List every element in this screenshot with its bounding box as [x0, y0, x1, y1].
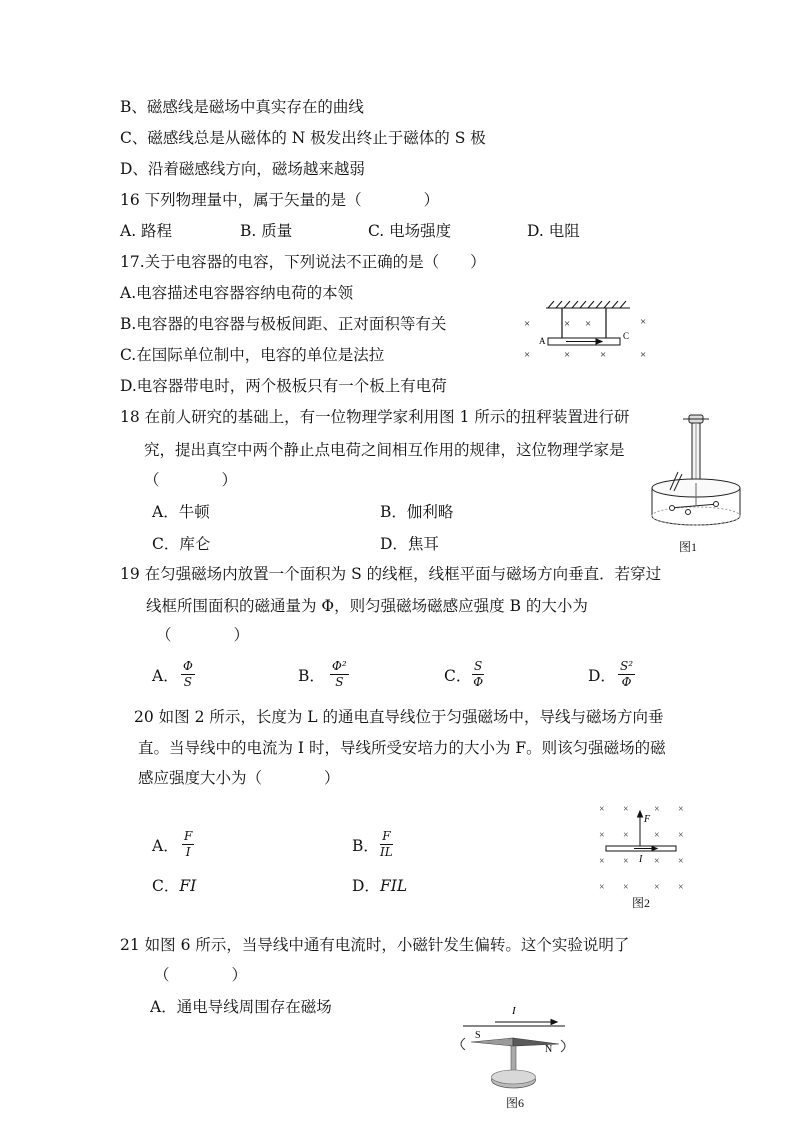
- svg-text:×: ×: [599, 856, 605, 867]
- force-arrow: [638, 811, 643, 846]
- q19-option-d-fraction: [618, 660, 635, 689]
- q20-figure: [596, 800, 696, 900]
- q17-option-b: B.电容器的电容器与极板间距、正对面积等有关: [120, 315, 447, 333]
- denominator: Φ: [621, 675, 632, 689]
- q19-stem-line2: 线框所围面积的磁通量为 Φ，则匀强磁场磁感应强度 B 的大小为: [146, 597, 588, 615]
- q16-option-b: B. 质量: [240, 222, 293, 240]
- svg-text:×: ×: [640, 349, 647, 361]
- q16-option-d: D. 电阻: [527, 222, 580, 240]
- ceiling: [546, 301, 630, 308]
- q18-answer-paren: （ ）: [144, 471, 238, 489]
- label-c: C: [623, 331, 630, 341]
- q17-option-a: A.电容描述电容器容纳电荷的本领: [120, 284, 354, 302]
- svg-text:×: ×: [654, 804, 660, 815]
- svg-text:×: ×: [623, 830, 629, 841]
- compass-stand: [492, 1046, 536, 1088]
- q20-option-a-fraction: [182, 830, 194, 859]
- q17-stem: 17.关于电容器的电容，下列说法不正确的是（ ）: [120, 253, 486, 271]
- svg-text:×: ×: [640, 316, 647, 328]
- q20-option-a-label: A．: [152, 837, 179, 855]
- current-arrow: [495, 1020, 557, 1025]
- q19-option-c-label: C．: [444, 667, 472, 685]
- south-pole-label: S: [475, 1030, 481, 1041]
- q20-option-b-label: B．: [352, 837, 379, 855]
- q18-stem-line1: 18 在前人研究的基础上，有一位物理学家利用图 1 所示的扭秤装置进行研: [120, 408, 630, 426]
- numerator: F: [382, 829, 391, 843]
- q19-stem-line1: 19 在匀强磁场内放置一个面积为 S 的线框，线框平面与磁场方向垂直．若穿过: [120, 565, 662, 583]
- q20-option-d-value: FIL: [379, 877, 408, 895]
- q19-option-a-fraction: [181, 660, 195, 689]
- q20-option-c-value: FI: [179, 877, 197, 895]
- q19-option-c-fraction: [472, 660, 484, 689]
- svg-text:×: ×: [623, 856, 629, 867]
- q19-answer-paren: （ ）: [156, 626, 250, 644]
- q18-stem-line2: 究，提出真空中两个静止点电荷之间相互作用的规律，这位物理学家是: [144, 441, 625, 459]
- torsion-balance-figure: [648, 412, 748, 532]
- q21-stem: 21 如图 6 所示，当导线中通有电流时，小磁针发生偏转。这个实验说明了: [120, 936, 630, 954]
- q15-option-c: C、磁感线总是从磁体的 N 极发出终止于磁体的 S 极: [120, 129, 486, 147]
- svg-text:×: ×: [524, 349, 531, 361]
- compass-needle: [471, 1038, 559, 1046]
- q21-answer-paren: （ ）: [154, 966, 248, 984]
- q18-option-c: C．库仑: [152, 535, 211, 553]
- q19-option-b-fraction: [330, 660, 349, 689]
- q19-option-a-label: A．: [152, 667, 179, 685]
- q20-stem-line2: 直。当导线中的电流为 I 时，导线所受安培力的大小为 F。则该匀强磁场的磁: [138, 739, 666, 757]
- svg-text:×: ×: [524, 318, 531, 330]
- q15-option-b: B、磁感线是磁场中真实存在的曲线: [120, 98, 364, 116]
- figure-1-caption: 图1: [679, 540, 698, 554]
- svg-text:×: ×: [585, 318, 592, 330]
- current-label: I: [512, 1005, 516, 1017]
- figure-2-caption: 图2: [632, 896, 651, 910]
- q20-stem-line1: 20 如图 2 所示，长度为 L 的通电直导线位于匀强磁场中，导线与磁场方向垂: [134, 708, 664, 726]
- denominator: I: [185, 845, 191, 859]
- numerator: Φ: [183, 659, 193, 673]
- svg-text:×: ×: [654, 830, 660, 841]
- svg-text:×: ×: [678, 804, 684, 815]
- north-pole-label: N: [545, 1044, 553, 1055]
- svg-text:×: ×: [678, 882, 684, 893]
- q17-figure: [518, 298, 658, 368]
- denominator: Φ: [473, 675, 484, 689]
- q17-option-d: D.电容器带电时，两个极板只有一个板上有电荷: [120, 377, 447, 395]
- svg-text:×: ×: [654, 856, 660, 867]
- svg-text:×: ×: [678, 830, 684, 841]
- numerator: S²: [620, 659, 634, 673]
- svg-text:×: ×: [599, 830, 605, 841]
- q16-stem: 16 下列物理量中，属于矢量的是（ ）: [120, 191, 440, 209]
- denominator: S: [183, 675, 193, 689]
- q19-option-d-label: D．: [588, 667, 616, 685]
- svg-text:×: ×: [564, 318, 571, 330]
- svg-text:×: ×: [623, 882, 629, 893]
- numerator: F: [184, 829, 193, 843]
- svg-text:×: ×: [678, 856, 684, 867]
- q19-option-b-label: B．: [298, 667, 325, 685]
- q18-option-a: A．牛顿: [152, 503, 210, 521]
- q17-option-c: C.在国际单位制中，电容的单位是法拉: [120, 346, 385, 364]
- q20-stem-line3: 感应强度大小为（ ）: [138, 769, 340, 787]
- q20-option-c-label: C．: [152, 877, 180, 895]
- numerator: Φ²: [332, 659, 347, 673]
- q20-option-d-label: D．: [352, 877, 380, 895]
- q15-option-d: D、沿着磁感线方向，磁场越来越弱: [120, 160, 365, 178]
- force-label: F: [644, 814, 651, 825]
- q21-option-a: A．通电导线周围存在磁场: [150, 998, 332, 1016]
- svg-text:×: ×: [599, 804, 605, 815]
- q20-option-d: [352, 876, 407, 896]
- label-a: A: [539, 336, 546, 346]
- oersted-figure: [455, 998, 575, 1098]
- denominator: IL: [380, 845, 393, 859]
- q18-option-d: D．焦耳: [380, 535, 439, 553]
- q16-option-c: C. 电场强度: [368, 222, 452, 240]
- denominator: S: [335, 675, 344, 689]
- svg-text:×: ×: [654, 882, 660, 893]
- q18-option-b: B．伽利略: [380, 503, 454, 521]
- figure-6-caption: 图6: [506, 1096, 525, 1110]
- q20-option-c: [152, 876, 196, 896]
- svg-text:×: ×: [623, 804, 629, 815]
- svg-text:×: ×: [600, 349, 607, 361]
- q16-option-a: A. 路程: [120, 222, 173, 240]
- q20-option-b-fraction: [380, 830, 393, 859]
- svg-text:×: ×: [599, 882, 605, 893]
- current-label: I: [639, 854, 643, 865]
- svg-text:×: ×: [564, 349, 571, 361]
- numerator: S: [474, 659, 483, 673]
